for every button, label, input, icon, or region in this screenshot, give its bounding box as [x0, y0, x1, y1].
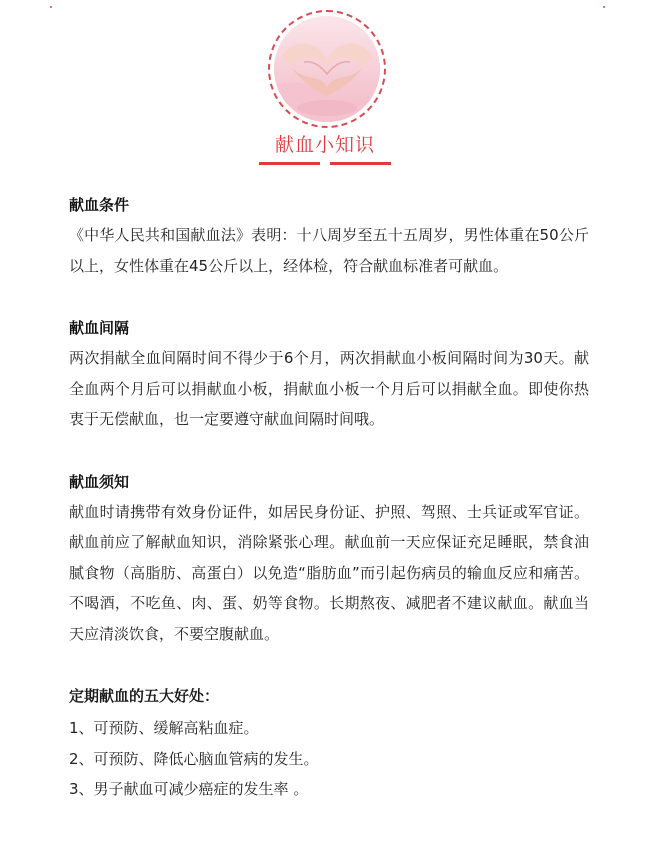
decorative-dot-right [603, 6, 605, 8]
heart-hands-icon [274, 16, 380, 122]
banner-underline-right [330, 162, 391, 165]
section-title: 献血间隔 [69, 319, 130, 337]
benefits-title: 定期献血的五大好处： [69, 687, 220, 705]
banner-underline-left [259, 162, 320, 165]
section-benefits [69, 681, 589, 805]
section-title: 献血条件 [69, 196, 130, 214]
section-donation-notes [69, 467, 589, 650]
section-donation-conditions [69, 190, 589, 281]
list-item: 3、男子献血可减少癌症的发生率 。 [69, 780, 309, 798]
banner-title: 献血小知识 [274, 134, 375, 156]
heart-hands-photo [274, 16, 380, 122]
section-body: 两次捐献全血间隔时间不得少于6个月，两次捐献血小板间隔时间为30天。献全血两个月后可以捐献血小板，捐献血小板一个月后可以捐献全血。即使你热衷于无偿献血，也一定要遵守献血间隔时间哦。 [69, 349, 589, 428]
section-title: 献血须知 [69, 472, 130, 491]
article-content [69, 190, 589, 805]
list-item: 2、可预防、降低心脑血管病的发生。 [69, 749, 319, 768]
section-donation-interval [69, 313, 589, 435]
list-item: 1、可预防、缓解高粘血症。 [69, 719, 259, 737]
section-body: 《中华人民共和国献血法》表明：十八周岁至五十五周岁，男性体重在50公斤以上，女性体重在45公斤以上，经体检，符合献血标准者可献血。 [69, 226, 589, 275]
section-body: 献血时请携带有效身份证件，如居民身份证、护照、驾照、士兵证或军官证。献血前应了解献血知识，消除紧张心理。献血前一天应保证充足睡眠，禁食油腻食物（高脂肪、高蛋白）以免造“脂肪血”而引起伤病员的输血反应和痛苦。不喝酒，不吃鱼、肉、蛋、奶等食物。长期熬夜、减肥者不建议献血。献血当天应清淡饮食，不要空腹献血。 [69, 502, 589, 643]
hero-image [268, 10, 386, 128]
decorative-dot-left [50, 6, 52, 8]
